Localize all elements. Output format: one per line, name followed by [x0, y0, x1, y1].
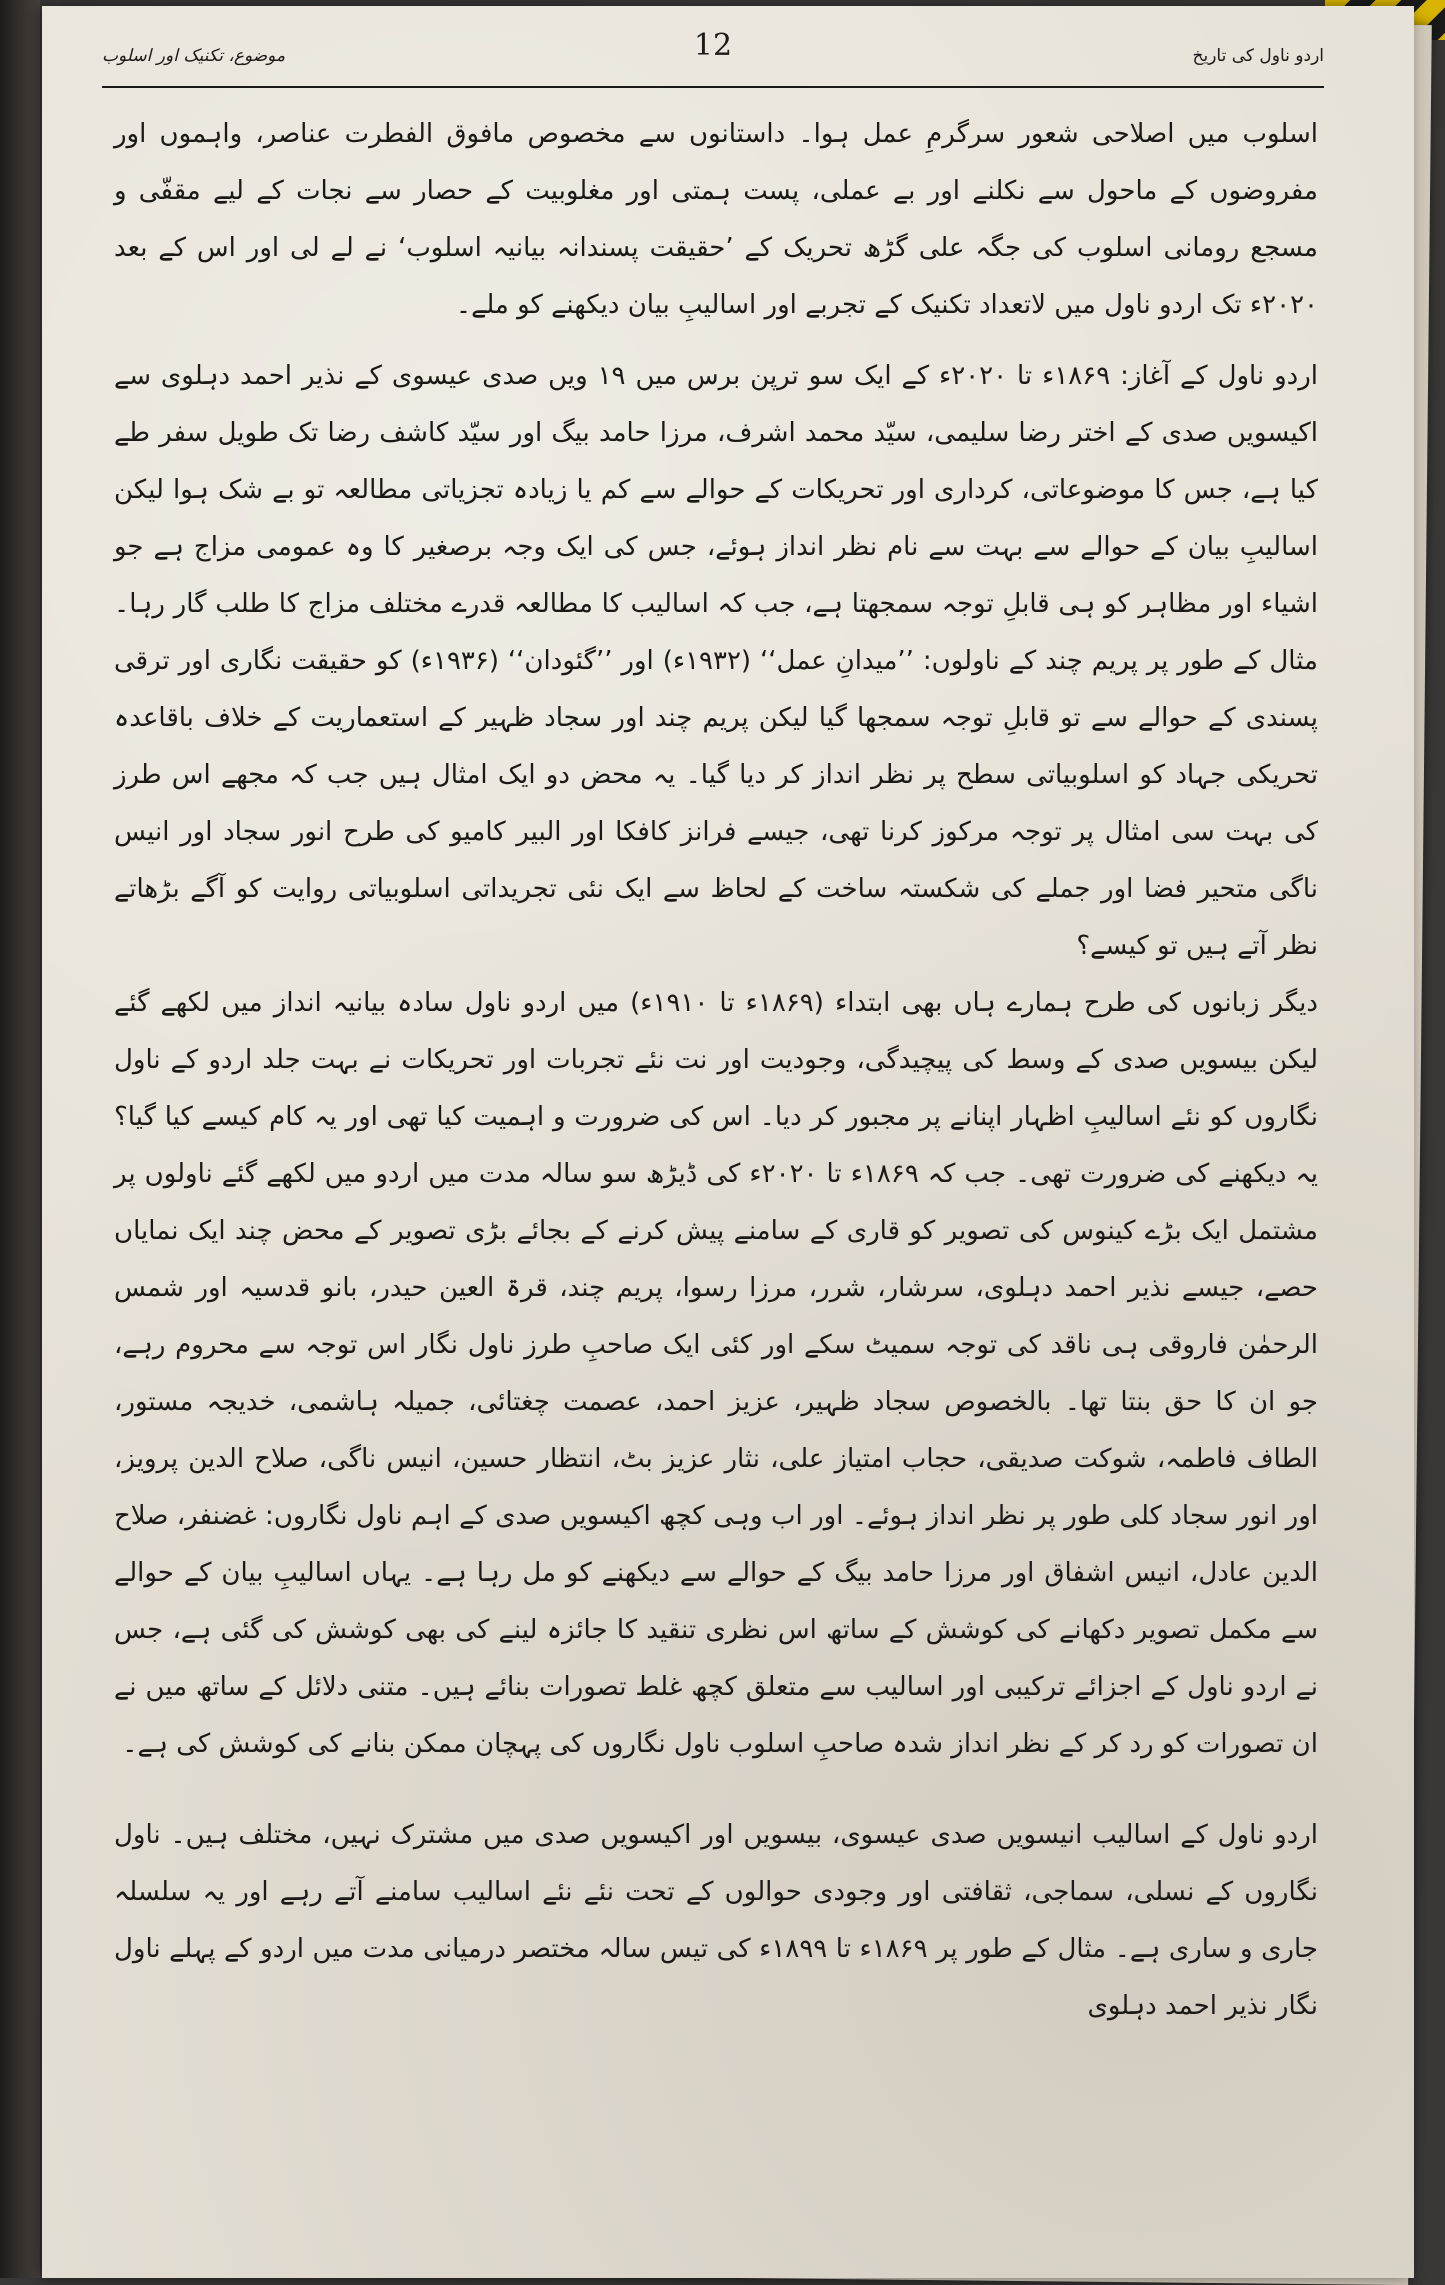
paragraph: اردو ناول کے اسالیب انیسویں صدی عیسوی، بیسویں اور اکیسویں صدی میں مشترک نہیں، مختلف ہیں۔ ناول نگاروں کے نسلی، سماجی، ثقافتی اور وجودی حوالوں کے تحت نئے نئے اسالیب سامنے آتے رہے اور یہ سلسلہ جاری و ساری ہے۔ مثال کے طور پر ۱۸۶۹ء تا ۱۸۹۹ء کی تیس سالہ مختصر درمیانی مدت میں اردو کے پہلے ناول نگار نذیر احمد دہلوی — [114, 1820, 1318, 2021]
background-edge — [0, 0, 40, 2278]
page-header — [102, 24, 1324, 94]
running-topic: موضوع، تکنیک اور اسلوب — [102, 46, 286, 66]
paragraph: اسلوب میں اصلاحی شعور سرگرمِ عمل ہوا۔ داستانوں سے مخصوص مافوق الفطرت عناصر، واہموں اور مفروضوں کے ماحول سے نکلنے اور بے عملی، پست ہمتی اور مغلوبیت کے حصار سے نجات کے لیے مقفّی و مسجع رومانی اسلوب کی جگہ علی گڑھ تحریک کے ’حقیقت پسندانہ بیانیہ اسلوب‘ نے لے لی اور اس کے بعد ۲۰۲۰ء تک اردو ناول میں لاتعداد تکنیک کے تجربے اور اسالیبِ بیان دیکھنے کو ملے۔ — [114, 119, 1318, 320]
body-text — [114, 106, 1318, 2035]
running-title: اردو ناول کی تاریخ — [1192, 46, 1324, 66]
header-rule — [102, 86, 1324, 88]
paragraph: اردو ناول کے آغاز: ۱۸۶۹ء تا ۲۰۲۰ء کے ایک سو ترپن برس میں ۱۹ ویں صدی عیسوی کے نذیر احمد دہلوی سے اکیسویں صدی کے اختر رضا سلیمی، سیّد محمد اشرف، مرزا حامد بیگ اور سیّد کاشف رضا تک طویل سفر طے کیا ہے، جس کا موضوعاتی، کرداری اور تحریکات کے حوالے سے کم یا زیادہ تجزیاتی مطالعہ تو بے شک ہوا لیکن اسالیبِ بیان کے حوالے سے بہت سے نام نظر انداز ہوئے، جس کی ایک وجہ برصغیر کا وہ عمومی مزاج ہے جو اشیاء اور مظاہر کو ہی قابلِ توجہ سمجھتا ہے، جب کہ اسالیب کا مطالعہ قدرے مختلف مزاج کا طلب گار رہا۔ مثال کے طور پر پریم چند کے ناولوں: ’’میدانِ عمل‘‘ (۱۹۳۲ء) اور ’’گئودان‘‘ (۱۹۳۶ء) کو حقیقت نگاری اور ترقی پسندی کے حوالے سے تو قابلِ توجہ سمجھا گیا لیکن پریم چند اور سجاد ظہیر کے استعماریت کے خلاف باقاعدہ تحریکی جہاد کو اسلوبیاتی سطح پر نظر انداز کر دیا گیا۔ یہ محض دو ایک امثال ہیں جب کہ مجھے اس طرز کی بہت سی امثال پر توجہ مرکوز کرنا تھی، جیسے فرانز کافکا اور البیر کامیو کی طرح انور سجاد اور انیس ناگی متحیر فضا اور جملے کی شکستہ ساخت کے لحاظ سے ایک نئی تجریداتی اسلوبیاتی روایت کو آگے بڑھاتے نظر آتے ہیں تو کیسے؟ — [114, 361, 1319, 961]
paragraph: دیگر زبانوں کی طرح ہمارے ہاں بھی ابتداء (۱۸۶۹ء تا ۱۹۱۰ء) میں اردو ناول سادہ بیانیہ انداز میں لکھے گئے لیکن بیسویں صدی کے وسط کی پیچیدگی، وجودیت اور نت نئے تجربات اور تحریکات نے بہت جلد اردو کے ناول نگاروں کو نئے اسالیبِ اظہار اپنانے پر مجبور کر دیا۔ اس کی ضرورت و اہمیت کیا تھی اور یہ کام کیسے کیا گیا؟ یہ دیکھنے کی ضرورت تھی۔ جب کہ ۱۸۶۹ء تا ۲۰۲۰ء کی ڈیڑھ سو سالہ مدت میں اردو میں لکھے گئے ناولوں پر مشتمل ایک بڑے کینوس کی تصویر کو قاری کے سامنے پیش کرنے کے بجائے بڑی تصویر کے محض چند ایک نمایاں حصے، جیسے نذیر احمد دہلوی، سرشار، شرر، مرزا رسوا، پریم چند، قرۃ العین حیدر، بانو قدسیہ اور شمس الرحمٰن فاروقی ہی ناقد کی توجہ سمیٹ سکے اور کئی ایک صاحبِ طرز ناول نگار اس توجہ سے محروم رہے، جو ان کا حق بنتا تھا۔ بالخصوص سجاد ظہیر، عزیز احمد، عصمت چغتائی، جمیلہ ہاشمی، خدیجہ مستور، الطاف فاطمہ، شوکت صدیقی، حجاب امتیاز علی، نثار عزیز بٹ، انتظار حسین، انیس ناگی، صلاح الدین پرویز، اور انور سجاد کلی طور پر نظر انداز ہوئے۔ اور اب وہی کچھ اکیسویں صدی کے اہم ناول نگاروں: غضنفر، صلاح الدین عادل، انیس اشفاق اور مرزا حامد بیگ کے حوالے سے دیکھنے کو مل رہا ہے۔ یہاں اسالیبِ بیان کے حوالے سے مکمل تصویر دکھانے کی کوشش کے ساتھ اس نظری تنقید کا جائزہ لینے کی بھی کوشش کی گئی ہے، جس نے اردو ناول کے اجزائے ترکیبی اور اسالیب سے متعلق کچھ غلط تصورات بنائے ہیں۔ متنی دلائل کے ساتھ میں نے ان تصورات کو رد کر کے نظر انداز شدہ صاحبِ اسلوب ناول نگاروں کی پہچان ممکن بنانے کی کوشش کی ہے۔ — [114, 988, 1318, 1759]
page-number: 12 — [693, 28, 733, 63]
book-page — [42, 6, 1414, 2278]
